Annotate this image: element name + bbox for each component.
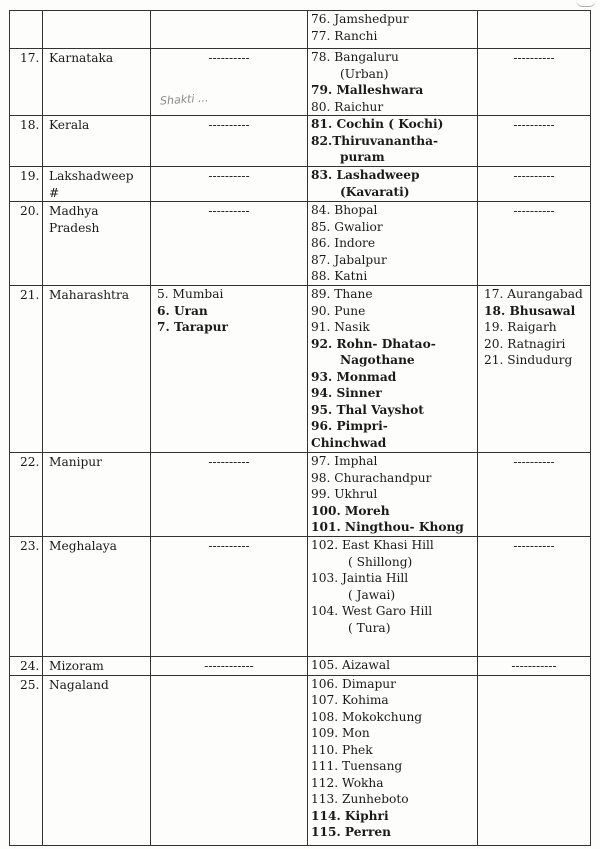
cities-cell	[308, 49, 478, 116]
cities-cell	[308, 657, 478, 676]
cities-cell	[308, 537, 478, 657]
cities-cell	[308, 116, 478, 167]
list-item: 82.Thiruvanantha-	[311, 133, 439, 148]
table-row	[10, 657, 591, 676]
list-item: 100. Moreh	[311, 503, 390, 518]
table-row	[10, 675, 591, 845]
cities-cell	[308, 202, 478, 286]
state-name: Mizoram	[43, 657, 151, 676]
serial-cell	[10, 11, 43, 49]
list-item: 93. Monmad	[311, 369, 397, 384]
list-item: 110. Phek	[311, 742, 373, 757]
empty-dash: ----------	[151, 116, 308, 167]
list-item: puram	[340, 150, 385, 164]
state-name: Meghalaya	[43, 537, 151, 657]
list-item: 17. Aurangabad	[484, 287, 583, 301]
list-item: ( Shillong)	[348, 554, 413, 569]
list-item: 84. Bhopal	[311, 203, 378, 217]
list-item: 112. Wokha	[311, 775, 384, 790]
list-item: 80. Raichur	[311, 99, 384, 114]
list-item: 104. West Garo Hill	[311, 604, 433, 618]
state-name-line: Pradesh	[49, 220, 100, 235]
list-item: 21. Sindudurg	[484, 353, 573, 367]
table-row	[10, 286, 591, 453]
list-item: 20. Ratnagiri	[484, 336, 566, 351]
table-row	[10, 202, 591, 286]
serial-number: 22.	[10, 453, 43, 537]
cities-cell	[308, 11, 478, 49]
list-item: 81. Cochin ( Kochi)	[311, 117, 444, 131]
column-5-cell	[478, 675, 591, 845]
empty-dash: ------------	[151, 657, 308, 676]
serial-number: 21.	[10, 286, 43, 453]
list-item: 91. Nasik	[311, 320, 370, 334]
empty-dash: ----------	[151, 167, 308, 202]
state-name: Maharashtra	[43, 286, 151, 453]
list-item: 76. Jamshedpur	[311, 12, 409, 26]
list-item: 95. Thal Vayshot	[311, 402, 424, 417]
empty-dash: ----------	[151, 453, 308, 537]
table-row	[10, 49, 591, 116]
list-item: 79. Malleshwara	[311, 83, 424, 97]
list-item: 90. Pune	[311, 303, 366, 318]
empty-dash: ----------	[151, 49, 308, 116]
empty-dash: ----------	[478, 537, 591, 657]
serial-number: 24.	[10, 657, 43, 676]
list-item: 106. Dimapur	[311, 676, 396, 691]
list-item: 111. Tuensang	[311, 759, 403, 773]
serial-number: 17.	[10, 49, 43, 116]
page-corner-mark	[576, 0, 596, 7]
empty-dash: ----------	[151, 202, 308, 286]
list-item: 78. Bangaluru	[311, 50, 399, 64]
list-item: 94. Sinner	[311, 386, 382, 400]
list-item: Nagothane	[340, 353, 415, 367]
empty-dash: ----------	[478, 167, 591, 202]
list-item: Chinchwad	[311, 435, 387, 450]
empty-dash: ----------	[478, 202, 591, 286]
list-item: ( Tura)	[348, 620, 391, 635]
list-item: 109. Mon	[311, 726, 370, 740]
list-item: 18. Bhusawal	[484, 303, 576, 318]
state-name	[43, 167, 151, 202]
cities-cell	[308, 286, 478, 453]
state-name-line: Madhya	[49, 204, 99, 218]
empty-dash: ----------	[478, 453, 591, 537]
state-name-line: #	[49, 185, 60, 200]
list-item: 105. Aizawal	[311, 658, 390, 672]
list-item: 99. Ukhrul	[311, 487, 378, 501]
cities-cell	[308, 675, 478, 845]
list-item: 77. Ranchi	[311, 28, 378, 43]
list-item: (Urban)	[340, 66, 389, 81]
list-item: 6. Uran	[157, 303, 208, 318]
list-item: 101. Ningthou- Khong	[311, 520, 464, 534]
empty-dash: -----------	[478, 657, 591, 676]
handwritten-annotation: Shakti ...	[159, 91, 209, 108]
column-5-cell	[478, 11, 591, 49]
column-5-cell	[478, 286, 591, 453]
column-3-cell	[151, 11, 308, 49]
empty-dash: ----------	[151, 537, 308, 657]
list-item: 19. Raigarh	[484, 320, 557, 334]
list-item: ( Jawai)	[348, 587, 396, 602]
cities-cell	[308, 453, 478, 537]
table-row	[10, 167, 591, 202]
list-item: 85. Gwalior	[311, 219, 383, 234]
table-row	[10, 537, 591, 657]
cities-cell	[308, 167, 478, 202]
serial-number: 20.	[10, 202, 43, 286]
empty-dash: ----------	[478, 49, 591, 116]
serial-number: 19.	[10, 167, 43, 202]
state-name: Nagaland	[43, 675, 151, 845]
state-name	[43, 202, 151, 286]
list-item: 114. Kiphri	[311, 808, 389, 823]
list-item: 97. Imphal	[311, 454, 378, 468]
list-item: 107. Kohima	[311, 693, 389, 707]
list-item: 113. Zunheboto	[311, 792, 409, 806]
state-cell	[43, 11, 151, 49]
list-item: 5. Mumbai	[157, 287, 224, 301]
list-item: 88. Katni	[311, 269, 368, 283]
table-row	[10, 453, 591, 537]
serial-number: 18.	[10, 116, 43, 167]
column-3-cell	[151, 286, 308, 453]
state-city-table	[9, 10, 591, 846]
list-item: 87. Jabalpur	[311, 252, 387, 267]
state-name-line: Lakshadweep	[49, 169, 134, 183]
serial-number: 25.	[10, 675, 43, 845]
state-name: Kerala	[43, 116, 151, 167]
list-item: 108. Mokokchung	[311, 709, 423, 724]
list-item: 89. Thane	[311, 287, 373, 301]
list-item: 96. Pimpri-	[311, 419, 388, 433]
list-item: 7. Tarapur	[157, 320, 228, 334]
list-item: 92. Rohn- Dhatao-	[311, 336, 436, 351]
list-item: 86. Indore	[311, 236, 376, 250]
table-row	[10, 116, 591, 167]
empty-dash: ----------	[478, 116, 591, 167]
list-item: 115. Perren	[311, 825, 391, 839]
column-3-cell	[151, 675, 308, 845]
list-item: 103. Jaintia Hill	[311, 571, 409, 585]
list-item: 83. Lashadweep	[311, 168, 420, 182]
list-item: (Kavarati)	[340, 184, 410, 199]
list-item: 98. Churachandpur	[311, 470, 432, 485]
serial-number: 23.	[10, 537, 43, 657]
list-item: 102. East Khasi Hill	[311, 538, 434, 552]
table-row	[10, 11, 591, 49]
state-name: Karnataka	[43, 49, 151, 116]
state-name: Manipur	[43, 453, 151, 537]
